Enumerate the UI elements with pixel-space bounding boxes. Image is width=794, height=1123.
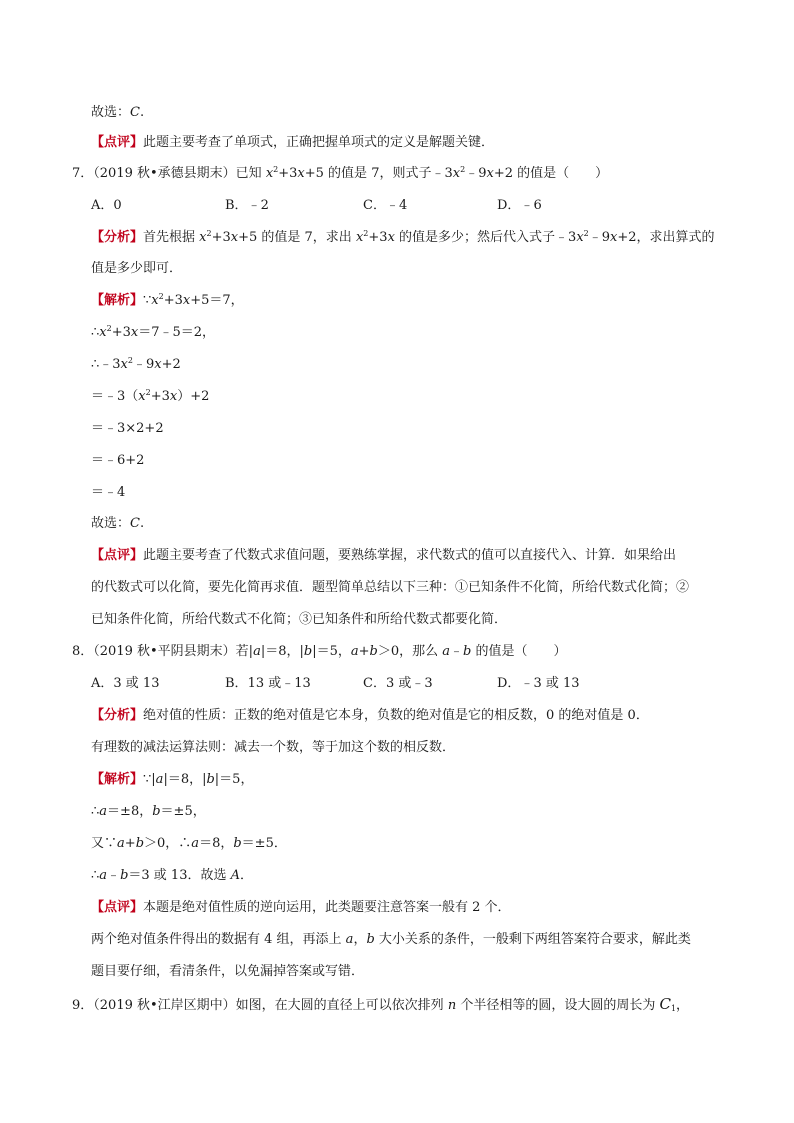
q7-option-a[interactable]: A．0 (91, 198, 122, 213)
q7-solution-3: $\therefore﹣3x^2﹣9x+2$ (91, 356, 181, 372)
q7-solution-6: ＝﹣6+2 (91, 453, 145, 468)
comment-tag: 【点评】 (91, 900, 144, 915)
q8-option-d[interactable]: D．﹣3 或 13 (497, 676, 580, 691)
q6-answer: 故选：C. (91, 105, 145, 120)
q8-option-c[interactable]: C．3 或﹣3 (363, 676, 433, 691)
q8-comment: 【点评】本题是绝对值性质的逆向运用，此类题要注意答案一般有 2 个． (91, 900, 511, 915)
q8-solution-4: ∴a﹣b＝3 或 13．故选 A． (91, 868, 254, 883)
q7-solution-5: ＝﹣3×2+2 (91, 421, 164, 436)
q8-comment-cont-1: 两个绝对值条件得出的数据有 4 组，再添上 a，b 大小关系的条件，一般剩下两组答案符合要求，解此类 (91, 932, 691, 947)
q7-analysis: 【分析】首先根据 $x^2+3x+5$ 的值是 7，求出 $x^2+3x$ 的值是多少；然后代入式子$﹣3x^2﹣9x+2$，求出算式的 (91, 229, 715, 245)
q8-solution-3: 又∵a+b＞0，∴a＝8，b＝±5． (91, 836, 287, 851)
q7-options (0, 196, 794, 216)
q7-comment: 【点评】此题主要考查了代数式求值问题，要熟练掌握，求代数式的值可以直接代入、计算．如果给出 (91, 548, 677, 563)
q7-solution-7: ＝﹣4 (91, 485, 126, 500)
q7-option-c[interactable]: C．﹣4 (363, 198, 408, 213)
analysis-tag: 【分析】 (91, 230, 144, 245)
solution-tag: 【解析】 (91, 772, 144, 787)
q7-comment-cont-1: 的代数式可以化简，要先化简再求值．题型简单总结以下三种：①已知条件不化简，所给代数式化简；② (91, 580, 690, 595)
q8-stem: 8．（2019 秋•平阴县期末）若|a|＝8，|b|＝5，a+b＞0，那么 a﹣b 的值是（ ） (72, 644, 567, 659)
q9-stem: 9．（2019 秋•江岸区期中）如图，在大圆的直径上可以依次排列 n 个半径相等的圆，设大圆的周长为 $C_1$， (72, 995, 690, 1013)
q8-analysis: 【分析】绝对值的性质：正数的绝对值是它本身，负数的绝对值是它的相反数，0 的绝对值是 0． (91, 708, 649, 723)
q7-solution-2: $\therefore x^2+3x=7﹣5=2$， (91, 324, 216, 340)
q8-comment-cont-2: 题目要仔细，看清条件，以免漏掉答案或写错． (91, 964, 365, 979)
q8-solution-1: 【解析】∵|a|＝8，|b|＝5， (91, 772, 254, 787)
q7-option-b[interactable]: B．﹣2 (225, 198, 269, 213)
q8-analysis-cont: 有理数的减法运算法则：减去一个数，等于加这个数的相反数． (91, 740, 456, 755)
q8-solution-2: ∴a＝±8，b＝±5， (91, 804, 206, 819)
analysis-tag: 【分析】 (91, 708, 144, 723)
q7-stem: 7．（2019 秋•承德县期末）已知 $x^2+3x+5$ 的值是 7，则式子$﹣3x^2﹣9x+2$ 的值是（ ） (72, 165, 609, 181)
q7-analysis-cont: 值是多少即可． (91, 261, 183, 276)
q7-solution-4: $=﹣3(x^2+3x)+2$ (91, 388, 210, 404)
q6-comment: 【点评】此题主要考查了单项式，正确把握单项式的定义是解题关键． (91, 135, 495, 150)
comment-tag: 【点评】 (91, 135, 144, 150)
q7-solution-1: 【解析】$\because x^2+3x+5=7$， (91, 292, 244, 308)
q8-option-a[interactable]: A．3 或 13 (91, 676, 160, 691)
solution-tag: 【解析】 (91, 293, 144, 308)
comment-tag: 【点评】 (91, 548, 144, 563)
q7-option-d[interactable]: D．﹣6 (497, 198, 542, 213)
q8-option-b[interactable]: B．13 或﹣13 (225, 676, 311, 691)
q7-comment-cont-2: 已知条件化简，所给代数式不化简；③已知条件和所给代数式都要化简． (91, 612, 508, 627)
q7-answer: 故选：C. (91, 516, 145, 531)
q8-options (0, 674, 794, 694)
